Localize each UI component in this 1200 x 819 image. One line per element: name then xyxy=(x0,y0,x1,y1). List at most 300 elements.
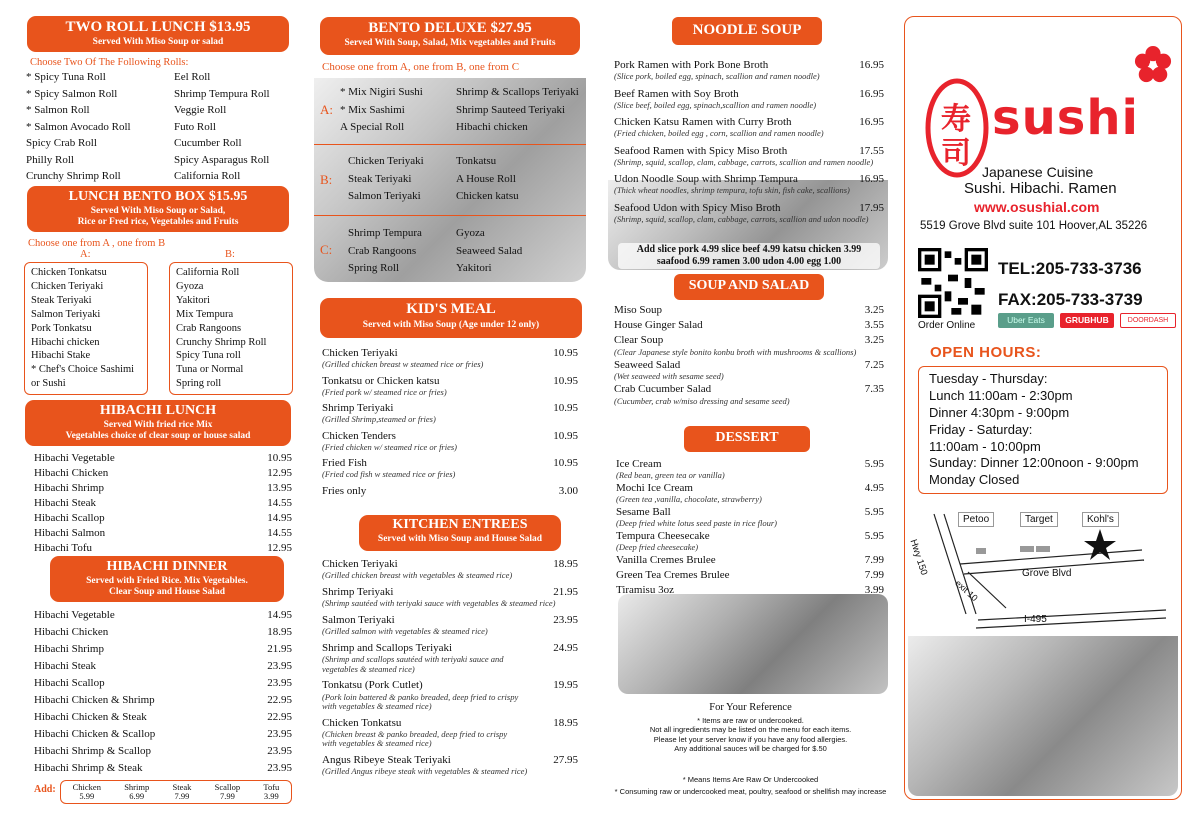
website-link[interactable]: www.osushial.com xyxy=(974,199,1100,215)
kitchen-item-name: Shrimp and Scallops Teriyaki xyxy=(322,642,453,655)
hibachi-lunch-item xyxy=(34,496,292,511)
add-option xyxy=(215,783,241,801)
logo-wordmark: sushi xyxy=(992,90,1139,146)
map-exit: exit 10 xyxy=(953,578,980,604)
bento-deluxe-choose: Choose one from A, one from B, one from C xyxy=(322,61,520,73)
kids-item-price: 10.95 xyxy=(553,374,578,387)
hibachi-dinner-item-price: 22.95 xyxy=(267,711,292,723)
soup-salad-item-desc: (Wet seaweed with sesame seed) xyxy=(614,371,724,382)
dessert-item-name: Vanilla Cremes Brulee xyxy=(616,554,716,567)
lunch-bento-b-label: B: xyxy=(225,249,235,260)
noodle-add-box xyxy=(618,243,880,269)
hours-line: Monday Closed xyxy=(929,472,1020,488)
column-info xyxy=(904,0,1184,819)
bento-deluxe-option: Spring Roll xyxy=(348,262,400,274)
roll-item: * Salmon Roll xyxy=(26,104,90,116)
hibachi-lunch-item-price: 14.55 xyxy=(267,497,292,509)
hibachi-lunch-item-price: 14.95 xyxy=(267,512,292,524)
kitchen-item-name: Chicken Teriyaki xyxy=(322,558,398,570)
noodle-item-name: Pork Ramen with Pork Bone Broth xyxy=(614,59,769,71)
hibachi-dinner-item-price: 23.95 xyxy=(267,728,292,740)
column-noodle-dessert xyxy=(608,0,893,819)
hibachi-dinner-item xyxy=(34,709,292,726)
kitchen-item-desc: (Chicken breast & panko breaded, deep fried to crispy xyxy=(322,729,508,740)
noodle-add-line2: saafood 6.99 ramen 3.00 udon 4.00 egg 1.00 xyxy=(656,256,842,267)
bento-c2-list xyxy=(456,225,584,278)
soup-salad-item-name: House Ginger Salad xyxy=(614,319,703,332)
doordash-button[interactable]: DOORDASH xyxy=(1120,313,1176,328)
bento-deluxe-option: Yakitori xyxy=(456,262,492,274)
kids-item-name: Fried Fish xyxy=(322,457,367,470)
add-option-name: Tofu xyxy=(263,782,280,793)
column-lunch xyxy=(22,0,294,819)
hibachi-lunch-sub2: Vegetables choice of clear soup or house salad xyxy=(65,430,251,441)
noodle-item xyxy=(614,59,884,82)
noodle-item-desc: (Slice beef, boiled egg, spinach,scallion and ramen noodle) xyxy=(614,99,817,110)
dessert-item xyxy=(616,458,884,481)
dessert-item xyxy=(616,554,884,567)
soup-salad-item-row xyxy=(614,304,884,317)
kids-list xyxy=(322,347,578,503)
dessert-item-price: 4.95 xyxy=(864,482,884,495)
hibachi-dinner-item-name: Hibachi Scallop xyxy=(34,677,105,689)
bento-deluxe-option: Hibachi chicken xyxy=(456,121,528,133)
reference-line: * Items are raw or undercooked. xyxy=(697,716,804,725)
soup-salad-item-price: 7.35 xyxy=(864,383,884,396)
lunch-bento-header xyxy=(27,186,289,232)
dessert-item-price: 5.95 xyxy=(864,458,884,470)
noodle-item-price: 17.55 xyxy=(859,144,884,157)
reference-line: Not all ingredients may be listed on the menu for each items. xyxy=(649,725,852,735)
kids-header xyxy=(320,298,582,338)
roll-item: Shrimp Tempura Roll xyxy=(174,87,270,100)
lunch-bento-choose: Choose one from A , one from B xyxy=(28,238,166,249)
reference-note2: * Consuming raw or undercooked meat, poultry, seafood or shellfish may increase xyxy=(614,787,887,796)
soup-salad-item-desc: (Cucumber, crab w/miso dressing and sesame seed) xyxy=(614,395,790,406)
dessert-item xyxy=(616,584,884,597)
bento-option: Steak Teriyaki xyxy=(31,294,92,306)
add-option xyxy=(263,783,279,801)
bento-deluxe-option: Steak Teriyaki xyxy=(348,172,412,185)
hibachi-lunch-item-name: Hibachi Vegetable xyxy=(34,452,115,464)
roll-item: Futo Roll xyxy=(174,120,216,133)
kids-item-desc: (Fried cod fish w steamed rice or fries) xyxy=(322,469,456,480)
bento-deluxe-option: * Mix Nigiri Sushi xyxy=(340,86,423,98)
hibachi-dinner-item xyxy=(34,675,292,692)
kids-item-desc: (Grilled Shrimp,steamed or fries) xyxy=(322,414,436,425)
roll-item: Crunchy Shrimp Roll xyxy=(26,170,121,182)
kitchen-item-price: 24.95 xyxy=(553,642,578,655)
noodle-list xyxy=(614,59,884,230)
kids-item xyxy=(322,375,578,398)
hours-line: Tuesday - Thursday: xyxy=(929,371,1048,386)
hibachi-dinner-item-name: Hibachi Shrimp & Scallop xyxy=(34,745,152,757)
noodle-add-line1: Add slice pork 4.99 slice beef 4.99 katsu chicken 3.99 xyxy=(636,244,862,255)
kids-item xyxy=(322,457,578,480)
noodle-item-desc: (Fried chicken, boiled egg , corn, scallion and ramen noodle) xyxy=(614,128,824,139)
kids-item xyxy=(322,430,578,453)
kids-item-name: Fries only xyxy=(322,484,367,497)
kitchen-item-price: 27.95 xyxy=(553,754,578,767)
qr-code-icon[interactable] xyxy=(918,248,988,318)
kitchen-item-desc: (Shrimp and scallops sautéed with teriyaki sauce and xyxy=(322,654,504,665)
kids-item-price: 3.00 xyxy=(558,484,578,497)
hours-line: Sunday: Dinner 12:00noon - 9:00pm xyxy=(929,455,1139,471)
hibachi-lunch-item xyxy=(34,541,292,556)
dessert-item-desc: (Deep fried white lotus seed paste in rice flour) xyxy=(616,518,777,529)
soup-salad-item-name: Crab Cucumber Salad xyxy=(614,383,712,396)
two-roll-list-left xyxy=(26,69,176,185)
dessert-item-name: Green Tea Cremes Brulee xyxy=(616,568,730,581)
bento-c-label: C: xyxy=(320,242,333,257)
hibachi-lunch-list xyxy=(34,451,292,556)
hibachi-dinner-title: HIBACHI DINNER xyxy=(106,559,228,574)
kitchen-item-price: 18.95 xyxy=(553,716,578,729)
add-option-name: Scallop xyxy=(214,782,241,793)
hibachi-dinner-item-name: Hibachi Shrimp & Steak xyxy=(34,762,143,774)
hibachi-lunch-header xyxy=(25,400,291,446)
bento-option: Crab Rangoons xyxy=(176,322,242,334)
dessert-item-name: Tiramisu 3oz xyxy=(616,583,674,596)
bento-option: Chicken Tonkatsu xyxy=(31,267,107,278)
kids-item-price: 10.95 xyxy=(553,347,578,359)
lunch-bento-sub2: Rice or Fred rice, Vegetables and Fruits xyxy=(77,216,239,227)
hibachi-dinner-item xyxy=(34,743,292,760)
dessert-item xyxy=(616,482,884,505)
roll-item: * Spicy Salmon Roll xyxy=(26,87,118,100)
hibachi-dinner-item xyxy=(34,760,292,777)
hibachi-dinner-item-name: Hibachi Steak xyxy=(34,660,97,672)
bento-option: Mix Tempura xyxy=(176,308,234,320)
logo-kanji-2: 司 xyxy=(941,136,971,171)
two-roll-title: TWO ROLL LUNCH $13.95 xyxy=(65,19,251,35)
kitchen-item xyxy=(322,717,578,749)
kitchen-item xyxy=(322,754,578,777)
hibachi-dinner-item-name: Hibachi Shrimp xyxy=(34,643,104,655)
hibachi-lunch-item-price: 10.95 xyxy=(267,452,292,464)
bento-a2-list xyxy=(456,84,592,137)
hibachi-lunch-item-price: 14.55 xyxy=(267,527,292,539)
kitchen-item xyxy=(322,614,578,637)
kids-item-price: 10.95 xyxy=(553,429,578,442)
bento-c-list xyxy=(348,225,456,278)
bento-deluxe-option: A Special Roll xyxy=(340,121,405,133)
dessert-item-row xyxy=(616,569,884,582)
kids-item-desc: (Grilled chicken breast w steamed rice or fries) xyxy=(322,359,484,370)
dessert-item-price: 7.99 xyxy=(864,568,884,581)
hibachi-lunch-item-name: Hibachi Tofu xyxy=(34,542,92,554)
soup-salad-item xyxy=(614,359,884,382)
kids-item xyxy=(322,485,578,498)
noodle-item-price: 16.95 xyxy=(859,116,884,129)
bento-option: Crunchy Shrimp Roll xyxy=(176,336,267,348)
noodle-item-price: 16.95 xyxy=(859,87,884,100)
noodle-item xyxy=(614,88,884,111)
kitchen-item-desc: (Pork loin battered & panko breaded, deep fried to crispy xyxy=(322,691,519,702)
kitchen-item-desc: (Grilled salmon with vegetables & steamed rice) xyxy=(322,626,488,637)
telephone: TEL:205-733-3736 xyxy=(998,259,1142,278)
bento-deluxe-header xyxy=(320,17,580,55)
kids-title: KID'S MEAL xyxy=(406,301,496,317)
kitchen-title: KITCHEN ENTREES xyxy=(392,517,528,532)
map-hwy: Hwy 150 xyxy=(907,538,930,577)
dessert-item-name: Tempura Cheesecake xyxy=(616,530,710,543)
hibachi-lunch-sub1: Served With fried rice Mix xyxy=(103,420,213,430)
soup-salad-item xyxy=(614,319,884,332)
add-option-name: Shrimp xyxy=(124,782,150,793)
soup-salad-item-name: Seaweed Salad xyxy=(614,358,681,371)
soup-salad-item-name: Clear Soup xyxy=(614,334,664,347)
kitchen-item xyxy=(322,558,578,581)
dessert-item-price: 3.99 xyxy=(864,583,884,596)
kitchen-item xyxy=(322,586,578,609)
dessert-item-price: 7.99 xyxy=(864,554,884,567)
hibachi-dinner-item-price: 14.95 xyxy=(267,609,292,621)
add-option-price: 6.99 xyxy=(129,791,145,801)
noodle-item xyxy=(614,173,884,196)
bento-option: * Chef's Choice Sashimi xyxy=(31,364,135,376)
bento-b-label: B: xyxy=(320,172,333,187)
kids-item-name: Shrimp Teriyaki xyxy=(322,402,394,415)
roll-item: Philly Roll xyxy=(26,153,74,166)
kitchen-item-price: 23.95 xyxy=(553,614,578,627)
kitchen-item-name: Salmon Teriyaki xyxy=(322,614,395,627)
grubhub-button[interactable]: GRUBHUB xyxy=(1060,313,1114,328)
dessert-list xyxy=(616,458,884,598)
kitchen-item-price: 18.95 xyxy=(553,558,578,570)
lunch-bento-sub1: Served With Miso Soup or Salad, xyxy=(90,206,226,216)
hibachi-dinner-list xyxy=(34,607,292,777)
dessert-header xyxy=(684,426,810,452)
noodle-item-desc: (Shrimp, squid, scallop, clam, cabbage, carrots, scallion and udon noodle) xyxy=(614,213,869,224)
noodle-item-name: Chicken Katsu Ramen with Curry Broth xyxy=(614,116,792,129)
hibachi-lunch-item-name: Hibachi Scallop xyxy=(34,512,105,524)
kitchen-item-desc: vegetables & steamed rice) xyxy=(322,663,415,674)
kids-item xyxy=(322,347,578,370)
noodle-item-row xyxy=(614,145,884,158)
bento-option: Gyoza xyxy=(176,280,204,292)
kids-item-name: Chicken Tenders xyxy=(322,429,396,442)
uber-eats-button[interactable]: Uber Eats xyxy=(998,313,1054,328)
dessert-item-row xyxy=(616,554,884,567)
roll-item: Veggie Roll xyxy=(174,104,227,116)
kitchen-item-name: Angus Ribeye Steak Teriyaki xyxy=(322,754,451,767)
dessert-item-name: Mochi Ice Cream xyxy=(616,482,693,495)
bento-deluxe-option: Crab Rangoons xyxy=(348,244,417,257)
add-option-price: 5.99 xyxy=(79,791,95,801)
hours-box xyxy=(918,366,1168,494)
address: 5519 Grove Blvd suite 101 Hoover,AL 35226 xyxy=(920,220,1148,232)
kids-item-price: 10.95 xyxy=(553,457,578,470)
soup-salad-item-desc: (Clear Japanese style bonito konbu broth with mushrooms & scallions) xyxy=(614,346,857,357)
two-roll-list-right xyxy=(174,69,294,185)
noodle-item-price: 17.95 xyxy=(859,201,884,214)
bento-deluxe-subtitle: Served With Soup, Salad, Mix vegetables and Fruits xyxy=(344,38,556,48)
bento-b-list xyxy=(348,153,456,206)
bento-option: Spicy Tuna roll xyxy=(176,350,241,362)
dessert-photo xyxy=(618,594,888,694)
soup-salad-item xyxy=(614,304,884,317)
hibachi-dinner-sub1: Served with Fried Rice. Mix Vegetables. xyxy=(86,576,248,586)
kids-item xyxy=(322,402,578,425)
dessert-item-row xyxy=(616,584,884,597)
kids-item-desc: (Fried pork w/ steamed rice or fries) xyxy=(322,386,447,397)
noodle-item-price: 16.95 xyxy=(859,173,884,186)
reference-lines xyxy=(608,716,893,754)
soup-salad-item-price: 3.25 xyxy=(864,334,884,347)
kitchen-item-price: 19.95 xyxy=(553,679,578,692)
bento-option: Tuna or Normal xyxy=(176,364,244,376)
kitchen-subtitle: Served with Miso Soup and House Salad xyxy=(377,534,543,544)
dessert-item-price: 5.95 xyxy=(864,506,884,519)
bento-deluxe-option: Shrimp & Scallops Teriyaki xyxy=(456,86,579,98)
two-roll-header xyxy=(27,16,289,52)
two-roll-choose: Choose Two Of The Following Rolls: xyxy=(30,57,189,68)
soup-salad-item-price: 7.25 xyxy=(864,358,884,371)
soup-salad-list xyxy=(614,304,884,408)
hibachi-lunch-item xyxy=(34,481,292,496)
hibachi-lunch-item xyxy=(34,466,292,481)
kids-item-name: Tonkatsu or Chicken katsu xyxy=(322,374,440,387)
bento-option: Salmon Teriyaki xyxy=(31,308,101,320)
bento-deluxe-option: Gyoza xyxy=(456,227,485,239)
map-target: Target xyxy=(1020,512,1058,527)
hibachi-dinner-item-price: 22.95 xyxy=(267,694,292,706)
kitchen-item-desc: with vegetables & steamed rice) xyxy=(322,701,432,711)
hibachi-dinner-item-price: 18.95 xyxy=(267,626,292,638)
add-option xyxy=(73,783,101,801)
map-grove: Grove Blvd xyxy=(1022,568,1072,579)
bento-a-label: A: xyxy=(320,102,333,117)
column-bento-kids xyxy=(314,0,592,819)
reference-note1: * Means Items Are Raw Or Undercooked xyxy=(682,775,819,784)
roll-item: Spicy Asparagus Roll xyxy=(174,153,270,166)
add-label: Add: xyxy=(34,784,56,795)
noodle-item-desc: (Slice pork, boiled egg, spinach, scallion and ramen noodle) xyxy=(614,71,820,82)
kitchen-item-row xyxy=(322,679,578,692)
bento-a-list xyxy=(340,84,456,137)
kitchen-item-name: Tonkatsu (Pork Cutlet) xyxy=(322,679,423,692)
noodle-item-name: Seafood Udon with Spicy Miso Broth xyxy=(614,201,781,214)
dessert-item-desc: (Green tea ,vanilla, chocolate, strawberry) xyxy=(616,494,762,505)
dessert-item xyxy=(616,530,884,553)
lunch-bento-a-label: A: xyxy=(80,249,91,260)
dessert-item-name: Ice Cream xyxy=(616,458,662,470)
hibachi-dinner-item xyxy=(34,692,292,709)
hibachi-lunch-item-name: Hibachi Salmon xyxy=(34,527,106,539)
kitchen-item-desc: (Grilled chicken breast with vegetables & steamed rice) xyxy=(322,570,513,581)
add-option-price: 7.99 xyxy=(219,791,235,801)
tagline: Japanese Cuisine xyxy=(982,164,1094,180)
kids-item-name: Chicken Teriyaki xyxy=(322,347,398,359)
kitchen-item xyxy=(322,642,578,674)
hibachi-dinner-item-price: 23.95 xyxy=(267,762,292,774)
kitchen-header xyxy=(359,515,561,551)
noodle-item-row xyxy=(614,88,884,101)
bento-option: Spring roll xyxy=(176,378,222,390)
bento-deluxe-option: Chicken katsu xyxy=(456,190,519,202)
dessert-item-price: 5.95 xyxy=(864,530,884,543)
bento-option: Pork Tonkatsu xyxy=(31,322,92,334)
kitchen-item-name: Chicken Tonkatsu xyxy=(322,716,402,729)
add-option xyxy=(172,783,191,801)
roll-item: * Salmon Avocado Roll xyxy=(26,120,131,133)
bento-option: or Sushi xyxy=(31,378,66,390)
kitchen-item-desc: (Shrimp sautéed with teriyaki sauce with vegetables & steamed rice) xyxy=(322,598,556,609)
order-online-label: Order Online xyxy=(918,320,976,331)
kitchen-item-desc: with vegetables & steamed rice) xyxy=(322,738,432,749)
hibachi-dinner-item xyxy=(34,641,292,658)
info-photo xyxy=(908,636,1178,796)
bento-option: Yakitori xyxy=(176,294,210,306)
dessert-item xyxy=(616,506,884,529)
hibachi-dinner-item-name: Hibachi Chicken & Steak xyxy=(34,711,147,723)
fax: FAX:205-733-3739 xyxy=(998,290,1143,309)
noodle-item-desc: (Shrimp, squid, scallop, clam, cabbage, carrots, scallion and ramen noodle) xyxy=(614,156,874,167)
hibachi-dinner-item xyxy=(34,726,292,743)
kids-item-row xyxy=(322,375,578,388)
bento-deluxe-option: Tonkatsu xyxy=(456,155,497,167)
noodle-title: NOODLE SOUP xyxy=(692,22,802,38)
hibachi-dinner-item xyxy=(34,607,292,624)
soup-salad-header xyxy=(674,274,824,300)
hibachi-dinner-item-name: Hibachi Chicken xyxy=(34,626,109,638)
bento-deluxe-option: Shrimp Sauteed Teriyaki xyxy=(456,103,566,116)
noodle-header xyxy=(672,17,822,45)
hibachi-dinner-item-price: 21.95 xyxy=(267,643,292,655)
soup-salad-title: SOUP AND SALAD xyxy=(688,278,810,293)
services: Sushi. Hibachi. Ramen xyxy=(964,180,1117,197)
hours-line: Friday - Saturday: xyxy=(929,421,1033,437)
noodle-item-desc: (Thick wheat noodles, shrimp tempura, tofu skin, fish cake, scallions) xyxy=(614,185,850,196)
kitchen-list xyxy=(322,558,578,782)
kids-item-row xyxy=(322,485,578,498)
lunch-bento-a-box xyxy=(24,262,148,395)
soup-salad-item-price: 3.25 xyxy=(864,304,884,316)
noodle-item-name: Seafood Ramen with Spicy Miso Broth xyxy=(614,144,788,157)
hibachi-lunch-item xyxy=(34,451,292,466)
hibachi-lunch-item-name: Hibachi Chicken xyxy=(34,467,109,479)
map-kohls: Kohl's xyxy=(1082,512,1119,527)
add-box xyxy=(60,780,292,804)
kids-subtitle: Served with Miso Soup (Age under 12 only) xyxy=(362,320,540,330)
hours-title: OPEN HOURS: xyxy=(930,344,1042,361)
soup-salad-item-row xyxy=(614,319,884,332)
hibachi-dinner-item xyxy=(34,658,292,675)
bento-option: Hibachi chicken xyxy=(31,336,100,348)
hibachi-lunch-item-name: Hibachi Shrimp xyxy=(34,482,104,494)
kids-item-desc: (Fried chicken w/ steamed rice or fries) xyxy=(322,441,458,452)
bento-option: California Roll xyxy=(176,267,240,278)
dessert-title: DESSERT xyxy=(715,430,779,445)
noodle-item-row xyxy=(614,202,884,215)
noodle-item xyxy=(614,202,884,225)
hours-line: 11:00am - 10:00pm xyxy=(929,438,1041,454)
reference-line: Please let your server know if you have any food allergies. xyxy=(653,734,848,744)
hibachi-lunch-item-price: 13.95 xyxy=(267,482,292,494)
kids-item-row xyxy=(322,430,578,443)
bento-deluxe-option: Seaweed Salad xyxy=(456,244,523,257)
add-option-name: Steak xyxy=(172,782,192,793)
kitchen-item-desc: (Grilled Angus ribeye steak with vegetables & steamed rice) xyxy=(322,766,528,777)
hibachi-dinner-item-name: Hibachi Chicken & Shrimp xyxy=(34,694,155,706)
kitchen-item-price: 21.95 xyxy=(553,586,578,599)
hibachi-dinner-item-price: 23.95 xyxy=(267,745,292,757)
add-option-price: 3.99 xyxy=(263,791,279,801)
bento-deluxe-option: Shrimp Tempura xyxy=(348,227,422,239)
hibachi-lunch-item xyxy=(34,526,292,541)
hibachi-dinner-sub2: Clear Soup and House Salad xyxy=(109,586,225,597)
